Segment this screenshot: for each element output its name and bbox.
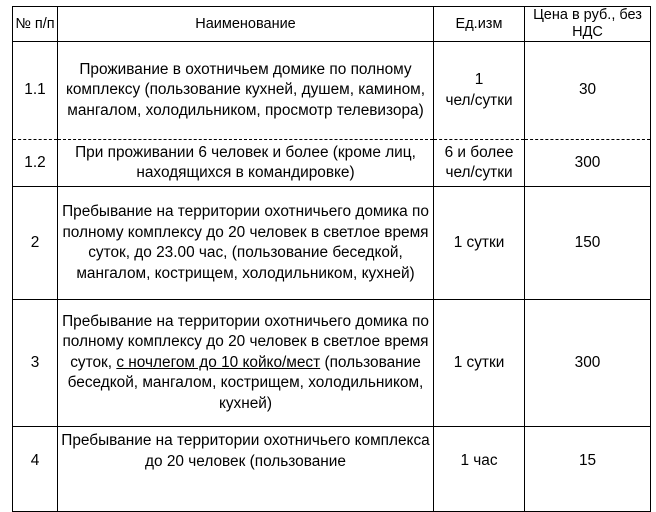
- row-name-part1: Пребывание на территории охотничьего домика по полному комплексу до 20 человек в светлое время суток,: [62, 312, 429, 371]
- row-name: При проживании 6 человек и более (кроме лиц, находящихся в командировке): [58, 140, 434, 187]
- header-price-line1: Цена в руб., без: [533, 7, 642, 23]
- row-num: 1.2: [13, 140, 58, 187]
- table-row: [13, 300, 651, 427]
- row-unit-line1: 1: [474, 71, 484, 88]
- row-num: 3: [13, 300, 58, 427]
- header-price-line2: НДС: [572, 24, 603, 40]
- row-unit: 1 час: [434, 427, 525, 512]
- row-unit-line1: 6 и более: [444, 143, 514, 161]
- table-header-row: [13, 7, 651, 42]
- row-name: Проживание в охотничьем домике по полному комплексу (пользование кухней, душем, камином, мангалом, холодильником, просмотр телевизора): [58, 42, 434, 140]
- row-unit-line2: чел/сутки: [445, 91, 513, 109]
- row-name: [58, 300, 434, 427]
- header-unit: Ед.изм: [434, 7, 525, 42]
- table-row: [13, 187, 651, 300]
- row-name-underlined: с ночлегом до 10 койко/мест: [116, 353, 321, 371]
- header-num: № п/п: [13, 7, 58, 42]
- table-row: [13, 427, 651, 512]
- row-price: 15: [525, 427, 651, 512]
- row-price: 30: [525, 42, 651, 140]
- row-unit: 1 сутки: [434, 300, 525, 427]
- row-unit: [434, 140, 525, 187]
- row-num: 2: [13, 187, 58, 300]
- row-name-part2: (пользование беседкой, мангалом, кострищем, холодильником, кухней): [67, 353, 424, 412]
- table-row: [13, 140, 651, 187]
- row-price: 300: [525, 140, 651, 187]
- header-price: [525, 7, 651, 42]
- row-unit: 1 сутки: [434, 187, 525, 300]
- price-table: [12, 6, 651, 512]
- row-unit-line2: чел/сутки: [445, 164, 513, 181]
- row-price: 300: [525, 300, 651, 427]
- row-price: 150: [525, 187, 651, 300]
- row-num: 4: [13, 427, 58, 512]
- header-name: Наименование: [58, 7, 434, 42]
- table-row: [13, 42, 651, 140]
- row-name: Пребывание на территории охотничьего домика по полному комплексу до 20 человек в светлое время суток, до 23.00 час, (пользование беседкой, мангалом, кострищем, холодильником, кухней): [58, 187, 434, 300]
- row-num: 1.1: [13, 42, 58, 140]
- row-unit: [434, 42, 525, 140]
- row-name: Пребывание на территории охотничьего комплекса до 20 человек (пользование: [58, 427, 434, 512]
